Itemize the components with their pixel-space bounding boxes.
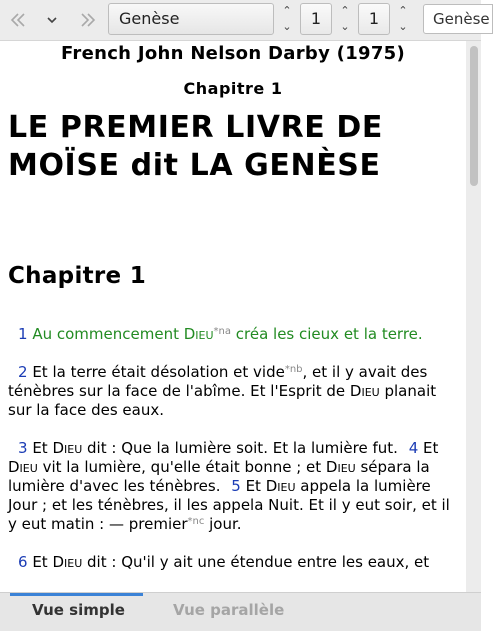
history-dropdown-icon[interactable] <box>40 7 64 33</box>
book-heading: LE PREMIER LIVRE DE MOÏSE dit LA GENÈSE <box>8 110 384 183</box>
chevron-down-icon[interactable]: ⌄ <box>398 20 408 33</box>
footnote-marker[interactable]: *nc <box>187 516 205 527</box>
active-tab-indicator <box>10 593 143 596</box>
chevron-up-icon[interactable]: ⌃ <box>282 4 292 17</box>
chapter-spinner[interactable] <box>336 3 354 35</box>
view-tabbar <box>0 592 481 631</box>
chevron-down-icon[interactable]: ⌄ <box>282 20 292 33</box>
toolbar <box>0 0 490 41</box>
chapter-heading: Chapitre 1 <box>8 263 147 289</box>
footnote-marker[interactable]: *na <box>213 326 231 337</box>
book-spinner[interactable] <box>278 3 296 35</box>
chapter-subtitle: Chapitre 1 <box>183 79 283 98</box>
verse-number[interactable]: 6 <box>18 553 28 571</box>
verse-spinner[interactable] <box>394 3 412 35</box>
verse-number[interactable]: 1 <box>18 325 28 343</box>
footnote-marker[interactable]: *nb <box>284 364 303 375</box>
verse-paragraph: 3 Et Dieu dit : Que la lumière soit. Et la lumière fut. 4 Et Dieu vit la lumière, qu'elle était bonne ; et Dieu sépara la lumière d'avec les ténèbres. 5 Et Dieu appela la lumière Jour ; et les ténèbres, il les appela Nuit. Et il y eut soir, et il y eut matin : — premier$^{*nc}$ jour. <box>8 439 450 533</box>
verse-field[interactable]: 1 <box>358 3 390 35</box>
back-history-icon[interactable] <box>6 7 32 33</box>
translation-title: French John Nelson Darby (1975) <box>60 43 406 64</box>
forward-history-icon[interactable] <box>74 7 100 33</box>
bible-text-view <box>0 41 466 592</box>
scrollbar-thumb[interactable] <box>470 46 478 186</box>
tab-simple-view[interactable]: Vue simple <box>32 601 125 619</box>
chevron-down-icon[interactable]: ⌄ <box>340 20 350 33</box>
chevron-up-icon[interactable]: ⌃ <box>398 4 408 17</box>
verse-paragraph: 6 Et Dieu dit : Qu'il y ait une étendue entre les eaux, et <box>18 553 430 571</box>
chapter-field[interactable]: 1 <box>300 3 332 35</box>
chevron-up-icon[interactable]: ⌃ <box>340 4 350 17</box>
verse-paragraph: 2 Et la terre était désolation et vide$^{*nb}$, et il y avait des ténèbres sur la face de l'abîme. Et l'Esprit de Dieu planait sur la face des eaux. <box>8 363 437 419</box>
verse-number[interactable]: 4 <box>408 439 419 457</box>
module-selector[interactable]: Genèse <box>423 4 493 34</box>
book-selector[interactable]: Genèse <box>108 3 274 35</box>
verse-number[interactable]: 3 <box>18 439 28 457</box>
tab-parallel-view[interactable]: Vue parallèle <box>173 601 285 619</box>
verse-number[interactable]: 5 <box>231 477 241 495</box>
verse-paragraph: 1 Au commencement Dieu$^{*na}$ créa les cieux et la terre. <box>18 325 423 343</box>
verse-number[interactable]: 2 <box>18 363 28 381</box>
